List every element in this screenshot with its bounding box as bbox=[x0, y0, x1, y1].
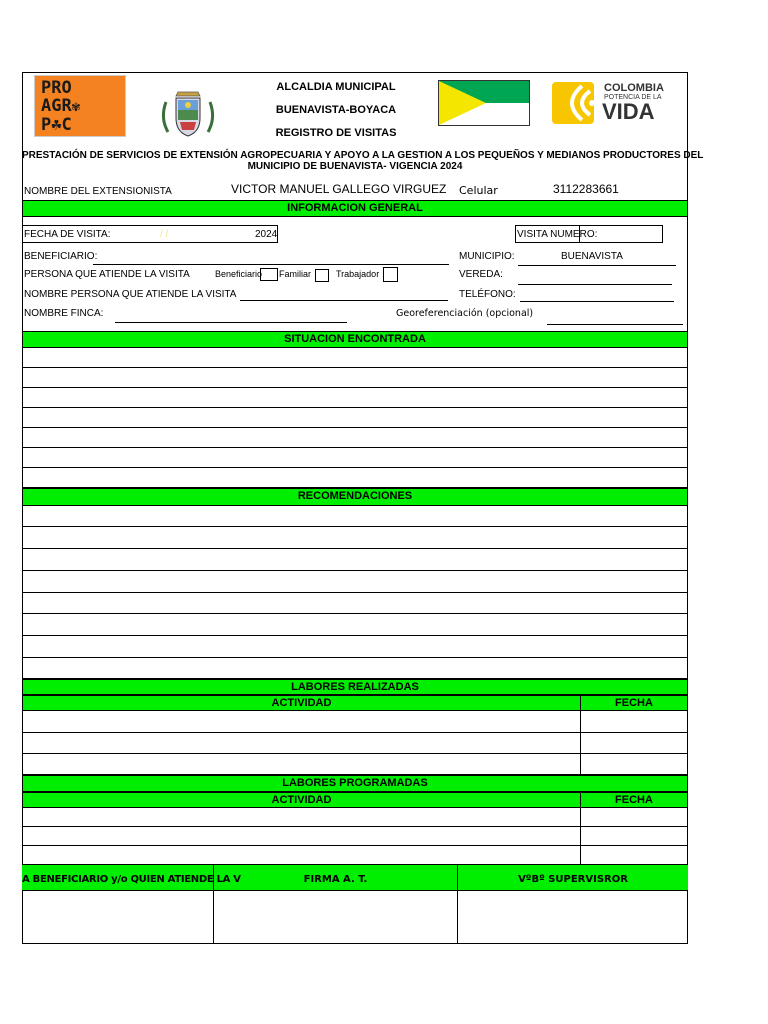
georef-input[interactable] bbox=[547, 324, 683, 325]
recomendacion-row[interactable] bbox=[22, 527, 688, 549]
logo-line-1: PRO bbox=[41, 78, 72, 98]
section-labores-realizadas: LABORES REALIZADAS bbox=[22, 679, 688, 695]
flag-icon bbox=[438, 80, 530, 126]
subtitle-line-2: MUNICIPIO DE BUENAVISTA- VIGENCIA 2024 bbox=[247, 161, 463, 172]
nombre-persona-input[interactable] bbox=[240, 300, 448, 301]
situacion-row[interactable] bbox=[22, 448, 688, 468]
signature-supervisor-label: VºBº SUPERVISROR bbox=[518, 874, 628, 885]
labores-programadas-row[interactable] bbox=[22, 808, 688, 827]
proagropec-logo bbox=[34, 75, 126, 137]
labores-programadas-fecha-header: FECHA bbox=[580, 792, 688, 808]
beneficiario-label: BENEFICIARIO: bbox=[24, 251, 98, 262]
labores-programadas-row[interactable] bbox=[22, 846, 688, 864]
vida-line-1: COLOMBIA bbox=[604, 82, 664, 94]
recomendacion-row[interactable] bbox=[22, 549, 688, 571]
georef-label: Georeferenciación (opcional) bbox=[396, 308, 534, 319]
extensionista-label: NOMBRE DEL EXTENSIONISTA bbox=[24, 186, 172, 197]
option-familiar-label: Familiar bbox=[279, 269, 312, 279]
labores-programadas-actividad-header: ACTIVIDAD bbox=[22, 792, 581, 808]
signature-beneficiario-label: A BENEFICIARIO y/o QUIEN ATIENDE LA V bbox=[22, 874, 241, 885]
section-informacion-general: INFORMACION GENERAL bbox=[22, 200, 688, 217]
extensionista-value[interactable]: VICTOR MANUEL GALLEGO VIRGUEZ bbox=[231, 182, 447, 196]
subtitle-line-1: PRESTACIÓN DE SERVICIOS DE EXTENSIÓN AGROPECUARIA Y APOYO A LA GESTION A LOS PEQUEÑOS Y MEDIANOS PRODUCTORES DEL bbox=[22, 150, 704, 161]
labores-realizadas-row[interactable] bbox=[22, 733, 688, 754]
finca-label: NOMBRE FINCA: bbox=[24, 308, 104, 319]
beneficiario-input[interactable] bbox=[93, 264, 449, 265]
celular-value[interactable]: 3112283661 bbox=[553, 182, 619, 196]
vereda-label: VEREDA: bbox=[459, 269, 503, 280]
option-trabajador-label: Trabajador bbox=[336, 269, 380, 279]
section-labores-programadas: LABORES PROGRAMADAS bbox=[22, 775, 688, 792]
labores-realizadas-fecha-header: FECHA bbox=[580, 695, 688, 711]
section-situacion-encontrada: SITUACION ENCONTRADA bbox=[22, 331, 688, 348]
situacion-row[interactable] bbox=[22, 428, 688, 448]
turtle-icon: ✾ bbox=[71, 99, 81, 115]
recomendacion-row[interactable] bbox=[22, 593, 688, 614]
nombre-persona-label: NOMBRE PERSONA QUE ATIENDE LA VISITA bbox=[24, 289, 237, 300]
situacion-row[interactable] bbox=[22, 348, 688, 368]
telefono-label: TELÉFONO: bbox=[459, 289, 516, 300]
coat-of-arms-icon bbox=[158, 88, 218, 140]
municipio-label: MUNICIPIO: bbox=[459, 251, 515, 262]
situacion-row[interactable] bbox=[22, 368, 688, 388]
visita-numero-label: VISITA NUMERO: bbox=[517, 229, 598, 240]
recomendacion-row[interactable] bbox=[22, 506, 688, 527]
colombia-vida-logo bbox=[552, 80, 674, 126]
header-title-1: ALCALDIA MUNICIPAL bbox=[276, 81, 396, 93]
logo-line-3: P☘C bbox=[41, 115, 72, 135]
persona-label: PERSONA QUE ATIENDE LA VISITA bbox=[24, 269, 190, 280]
option-beneficiario-label: Beneficiario bbox=[215, 269, 263, 279]
recomendacion-row[interactable] bbox=[22, 658, 688, 679]
labores-programadas-row[interactable] bbox=[22, 827, 688, 846]
recomendacion-row[interactable] bbox=[22, 571, 688, 593]
vereda-input[interactable] bbox=[518, 284, 672, 285]
situacion-row[interactable] bbox=[22, 408, 688, 428]
logo-line-2: AGR✾ bbox=[41, 96, 81, 116]
option-beneficiario-checkbox[interactable] bbox=[260, 268, 278, 281]
fecha-visita-label: FECHA DE VISITA: bbox=[24, 229, 111, 240]
vida-mark-icon bbox=[552, 82, 594, 124]
section-recomendaciones: RECOMENDACIONES bbox=[22, 488, 688, 506]
header-title-3: REGISTRO DE VISITAS bbox=[275, 127, 397, 139]
situacion-row[interactable] bbox=[22, 468, 688, 488]
recomendacion-row[interactable] bbox=[22, 636, 688, 658]
finca-input[interactable] bbox=[115, 322, 347, 323]
fecha-visita-input[interactable]: / / bbox=[160, 229, 169, 240]
labores-realizadas-row[interactable] bbox=[22, 711, 688, 733]
labores-realizadas-row[interactable] bbox=[22, 754, 688, 775]
celular-label: Celular bbox=[459, 184, 498, 197]
signature-firma-at-label: FIRMA A. T. bbox=[303, 874, 368, 885]
labores-realizadas-actividad-header: ACTIVIDAD bbox=[22, 695, 581, 711]
leaf-icon: ☘ bbox=[51, 115, 62, 135]
fecha-visita-year: 2024 bbox=[255, 229, 278, 240]
recomendacion-row[interactable] bbox=[22, 614, 688, 636]
option-familiar-checkbox[interactable] bbox=[315, 269, 329, 282]
telefono-input[interactable] bbox=[520, 301, 674, 302]
municipio-value[interactable]: BUENAVISTA bbox=[561, 251, 623, 262]
signature-firma-at-box[interactable] bbox=[214, 891, 457, 944]
option-trabajador-checkbox[interactable] bbox=[383, 267, 398, 282]
signature-beneficiario-box[interactable] bbox=[22, 891, 213, 944]
vida-line-3: VIDA bbox=[602, 99, 655, 124]
header-title-2: BUENAVISTA-BOYACA bbox=[275, 104, 397, 116]
situacion-row[interactable] bbox=[22, 388, 688, 408]
vida-line-2: POTENCIA DE LA bbox=[604, 94, 662, 101]
signature-supervisor-box[interactable] bbox=[458, 891, 688, 944]
